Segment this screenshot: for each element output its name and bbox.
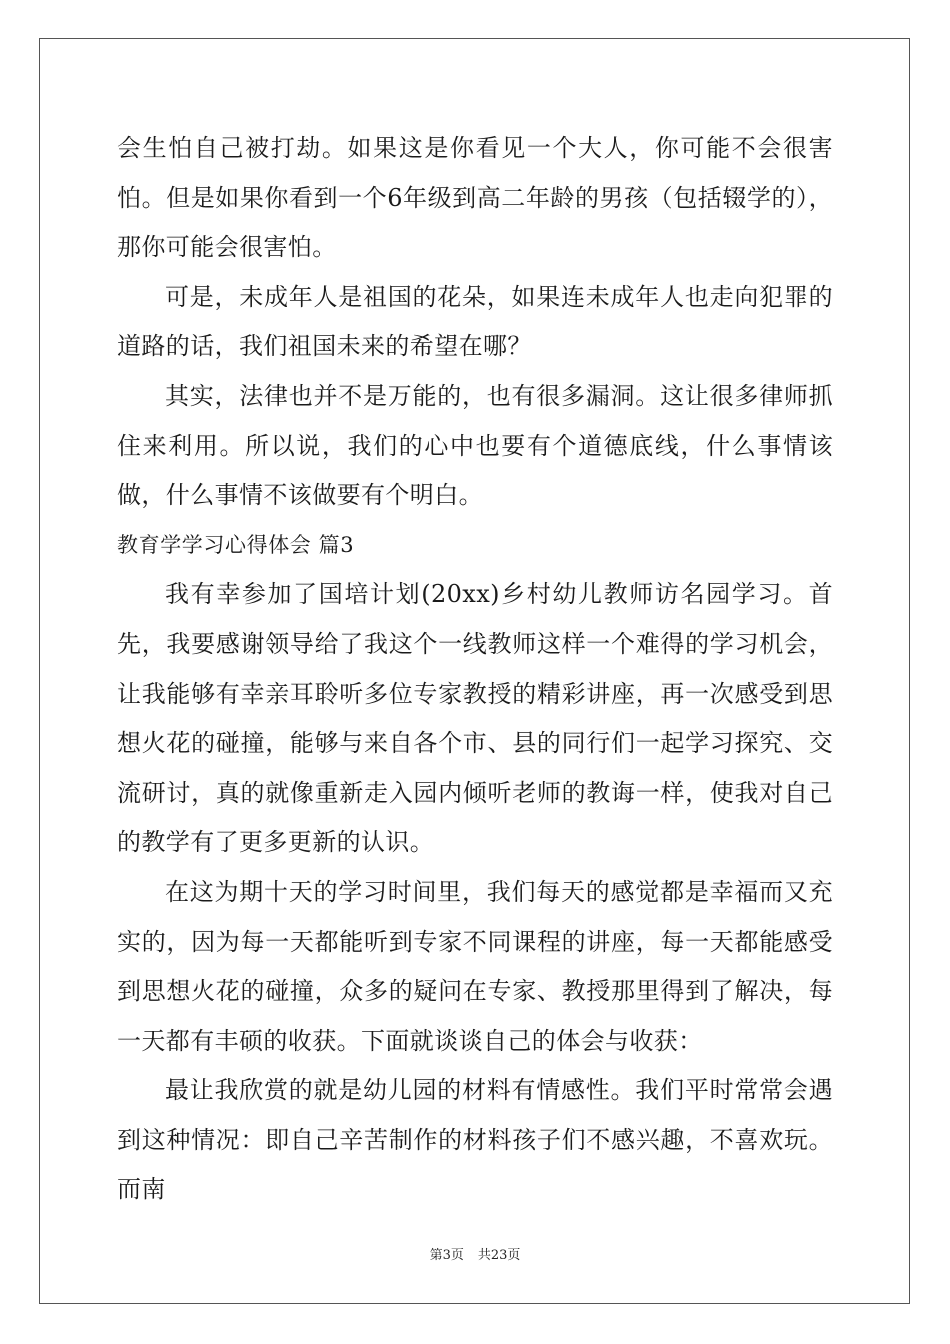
paragraph: 在这为期十天的学习时间里，我们每天的感觉都是幸福而又充实的，因为每一天都能听到专家不同课程的讲座，每一天都能感受到思想火花的碰撞，众多的疑问在专家、教授那里得到了解决，每一天都有丰硕的收获。下面就谈谈自己的体会与收获： [117, 877, 833, 1055]
paragraph: 会生怕自己被打劫。如果这是你看见一个大人，你可能不会很害怕。但是如果你看到一个6年级到高二年龄的男孩（包括辍学的），那你可能会很害怕。 [117, 134, 833, 262]
paragraph: 可是，未成年人是祖国的花朵，如果连未成年人也走向犯罪的道路的话，我们祖国未来的希望在哪？ [117, 282, 833, 361]
section-heading: 教育学学习心得体会 篇3 [117, 532, 355, 557]
paragraph: 我有幸参加了国培计划(20xx)乡村幼儿教师访名园学习。首先，我要感谢领导给了我这个一线教师这样一个难得的学习机会，让我能够有幸亲耳聆听多位专家教授的精彩讲座，再一次感受到思想火花的碰撞，能够与来自各个市、县的同行们一起学习探究、交流研讨，真的就像重新走入园内倾听老师的教诲一样，使我对自己的教学有了更多更新的认识。 [117, 580, 833, 857]
paragraph: 其实，法律也并不是万能的，也有很多漏洞。这让很多律师抓住来利用。所以说，我们的心中也要有个道德底线，什么事情该做，什么事情不该做要有个明白。 [117, 381, 833, 510]
page-number: 第3页 [429, 1248, 464, 1263]
page-footer [0, 1244, 950, 1263]
document-body [117, 124, 833, 1215]
paragraph: 最让我欣赏的就是幼儿园的材料有情感性。我们平时常常会遇到这种情况：即自己辛苦制作的材料孩子们不感兴趣，不喜欢玩。而南 [117, 1076, 833, 1204]
page-total: 共23页 [477, 1248, 521, 1263]
